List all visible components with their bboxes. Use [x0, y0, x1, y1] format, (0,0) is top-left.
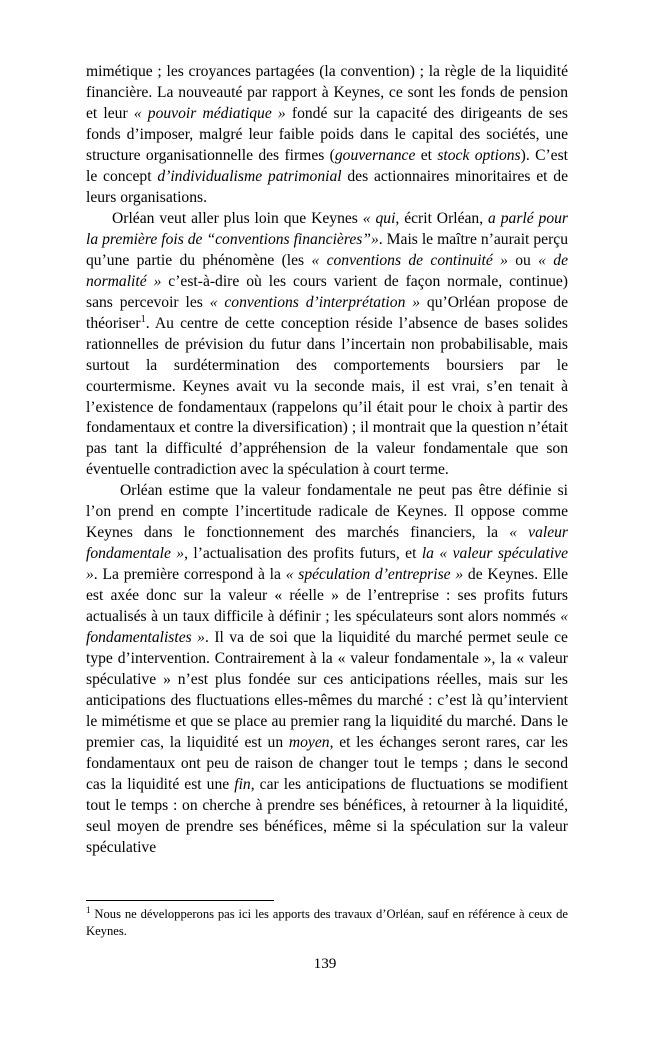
- emphasis-run: stock options: [437, 146, 521, 164]
- text-run: Orléan estime que la valeur fondamentale ne peut pas être définie si l’on prend en compte l’incertitude radicale de Keynes. Il oppose comme Keynes dans le fonctionnement des marchés financiers, la: [86, 482, 568, 542]
- emphasis-run: « conventions de continuité »: [311, 251, 508, 269]
- paragraph-2-text: [86, 210, 568, 479]
- emphasis-run: « fondamentalistes »: [86, 608, 568, 647]
- footnote-separator-rule: [86, 900, 274, 901]
- footnote-reference[interactable]: 1: [140, 313, 146, 325]
- text-run: Orléan veut aller plus loin que Keynes: [112, 209, 363, 227]
- text-run: . Au centre de cette conception réside l’absence de bases solides rationnelles de prévision du futur dans l’incertain non probabilisable, mais surtout la surdétermination des comportements boursiers par le courtermisme. Keynes avait vu la seconde mais, il est vrai, s’en tenait à l’existence de fondamentaux (rappelons qu’il était pour le choix à partir des fondamentaux et contre la diversification) ; il montrait que la question n’était pas tant la difficulté d’appréhension de la valeur fondamentale que son éventuelle contradiction avec la spéculation à court terme.: [86, 314, 568, 479]
- text-run: fondé sur la capacité des dirigeants de ses fonds d’imposer, malgré leur faible poids dans le capital des sociétés, une structure organisationnelle des firmes (: [86, 104, 568, 164]
- emphasis-run: « conventions d’interprétation »: [209, 293, 421, 311]
- paragraph-1-text: [86, 63, 568, 206]
- emphasis-run: gouvernance: [334, 146, 416, 164]
- paragraph-3-text: [86, 482, 568, 855]
- emphasis-run: a parlé pour la première fois de “conventions financières”»: [86, 209, 568, 248]
- paragraph-1: [86, 62, 568, 209]
- page-number: 139: [313, 955, 337, 972]
- emphasis-run: « spéculation d’entreprise »: [285, 566, 464, 584]
- emphasis-run: moyen: [288, 734, 330, 751]
- emphasis-run: « qui,: [362, 209, 400, 227]
- text-run: . La première correspond à la: [93, 566, 286, 584]
- text-run: . Il va de soi que la liquidité du marché permet seule ce type d’intervention. Contrairement à la « valeur fondamentale », la « valeur spéculative » n’est plus fondée sur ces anticipations réelles, mais sur les anticipations des fluctuations elles-mêmes du marché : c’est là qu’intervient le mimétisme et que se place au premier rang la liquidité du marché. Dans le premier cas, la liquidité est un: [86, 629, 568, 751]
- paragraph-2: [86, 209, 568, 482]
- text-run: , l’actualisation des profits futurs, et: [184, 545, 422, 563]
- paragraph-3: [86, 481, 568, 858]
- text-run: ). C’est le concept: [86, 146, 568, 185]
- text-run: des actionnaires minoritaires et de leurs organisations.: [86, 167, 568, 206]
- text-run: . Mais le maître n’aurait perçu qu’une partie du phénomène (les: [86, 230, 568, 269]
- text-run: et: [415, 146, 438, 164]
- footnote-body: Nous ne développerons pas ici les apports des travaux d’Orléan, sauf en référence à ceux de Keynes.: [86, 907, 568, 938]
- text-run: , car les anticipations de fluctuations se modifient tout le temps : on cherche à prendre ses bénéfices, à retourner à la liquidité, seul moyen de prendre ses bénéfices, même si la spéculation sur la valeur spéculative: [86, 775, 568, 856]
- emphasis-run: la « valeur spéculative »: [86, 545, 568, 584]
- emphasis-run: « valeur fondamentale »: [86, 524, 568, 563]
- emphasis-run: fin: [234, 775, 251, 793]
- emphasis-run: « pouvoir médiatique »: [133, 104, 286, 122]
- footnote-1: [86, 906, 568, 939]
- text-run: ou: [507, 251, 539, 269]
- text-run: écrit Orléan,: [399, 209, 489, 227]
- footnote-area: [86, 900, 568, 939]
- text-run: qu’Orléan propose de théoriser: [86, 293, 568, 332]
- text-run: , et les échanges seront rares, car les fondamentaux ont peu de raison de changer tout le temps ; dans le second cas la liquidité est une: [86, 734, 568, 793]
- text-run: de Keynes. Elle est axée donc sur la valeur « réelle » de l’entreprise : ses profits futurs actualisés à un taux difficile à définir ; les spéculateurs sont alors nommés: [86, 566, 568, 626]
- emphasis-run: d’individualisme patrimonial: [157, 167, 342, 185]
- text-run: c’est-à-dire où les cours varient de façon normale, continue) sans percevoir les: [86, 272, 568, 311]
- text-run: mimétique ; les croyances partagées (la convention) ; la règle de la liquidité financière. La nouveauté par rapport à Keynes, ce sont les fonds de pension et leur: [86, 63, 568, 122]
- footnote-marker: 1: [86, 904, 91, 915]
- body-text-column: [86, 62, 568, 859]
- emphasis-run: « de normalité »: [86, 251, 568, 290]
